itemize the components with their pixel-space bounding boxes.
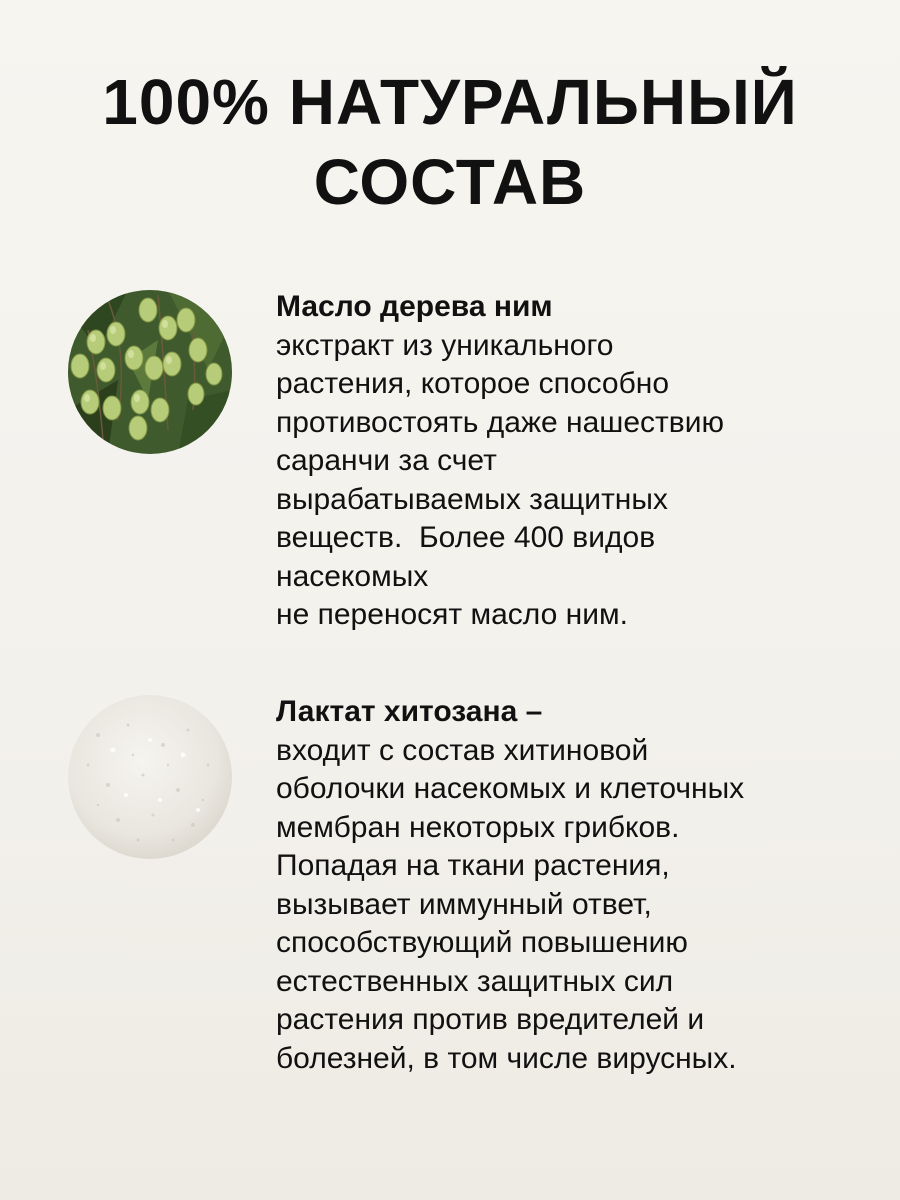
description-line: экстракт из уникального: [276, 328, 614, 362]
description-line: растения, которое способно: [276, 367, 670, 400]
description-line: растения против вредителей и: [276, 1003, 705, 1036]
description-line: входит с состав хитиновой: [276, 733, 649, 767]
description-line: оболочки насекомых и клеточных: [276, 772, 745, 805]
description-line: вырабатываемых защитных: [276, 482, 668, 516]
ingredient-heading: Масло дерева ним: [276, 290, 553, 323]
title-line-1: 100% НАТУРАЛЬНЫЙ: [102, 66, 798, 138]
description-line: насекомых: [276, 559, 429, 593]
description-line: веществ. Более 400 видов: [276, 521, 656, 554]
page-title: [0, 62, 900, 222]
chitosan-powder-image: [68, 695, 232, 859]
description-line: естественных защитных сил: [276, 964, 674, 998]
description-line: мембран некоторых грибков.: [276, 810, 680, 844]
description-line: способствующий повышению: [276, 926, 688, 959]
description-line: саранчи за счет: [276, 444, 497, 477]
title-line-2: СОСТАВ: [313, 146, 587, 218]
description-line: болезней, в том числе вирусных.: [276, 1041, 737, 1075]
description-line: Попадая на ткани растения,: [276, 849, 670, 882]
description-line: не переносят масло ним.: [276, 598, 628, 631]
ingredient-heading: Лактат хитозана –: [276, 695, 543, 728]
ingredient-description: [276, 288, 856, 635]
description-line: вызывает иммунный ответ,: [276, 887, 652, 921]
description-line: противостоять даже нашествию: [276, 405, 724, 439]
ingredient-description: [276, 693, 856, 1078]
neem-fruit-image: [68, 290, 232, 454]
